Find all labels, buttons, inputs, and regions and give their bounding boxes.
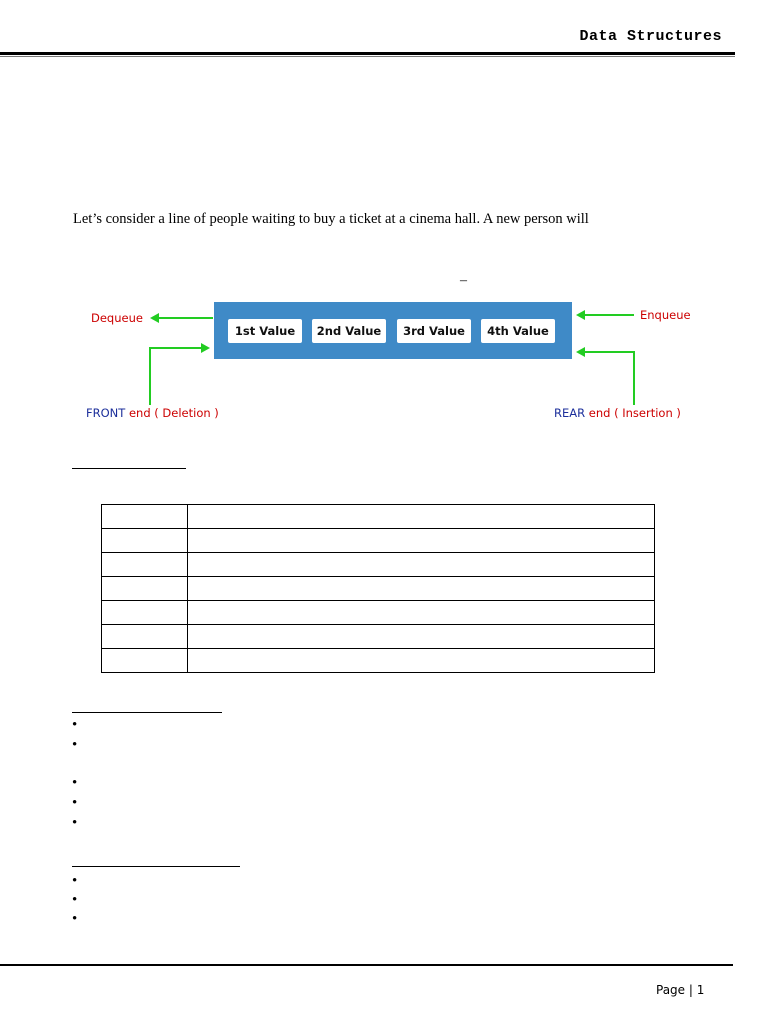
- table-cell: [102, 577, 188, 601]
- queue-box: [214, 302, 572, 359]
- bullet-marker: •: [72, 873, 78, 889]
- enqueue-label: Enqueue: [640, 308, 691, 322]
- table-row: [102, 649, 655, 673]
- table-row: [102, 505, 655, 529]
- table-cell: [102, 529, 188, 553]
- queue-cell-1: 1st Value: [228, 319, 302, 343]
- table-cell: [188, 625, 655, 649]
- table-row: [102, 601, 655, 625]
- table-cell: [188, 505, 655, 529]
- front-end-label: [86, 406, 219, 420]
- rear-desc: end ( Insertion ): [588, 406, 681, 420]
- table-cell: [102, 649, 188, 673]
- rear-end-label: [554, 406, 681, 420]
- dash-mark: –: [460, 273, 467, 288]
- bullet-marker: •: [72, 737, 78, 753]
- table-cell: [102, 601, 188, 625]
- table-cell: [188, 649, 655, 673]
- section-heading-rule-2: [72, 712, 222, 713]
- table-row: [102, 625, 655, 649]
- bullet-marker: •: [72, 775, 78, 791]
- bullet-marker: •: [72, 911, 78, 927]
- section-heading-rule-3: [72, 866, 240, 867]
- front-arrow: [150, 348, 208, 405]
- footer-rule: [0, 964, 733, 966]
- bullet-marker: •: [72, 815, 78, 831]
- page-header-title: Data Structures: [579, 28, 722, 45]
- dequeue-label: Dequeue: [91, 311, 143, 325]
- bullet-marker: •: [72, 892, 78, 908]
- table-cell: [102, 553, 188, 577]
- bullet-marker: •: [72, 717, 78, 733]
- table-cell: [102, 625, 188, 649]
- rear-arrow: [578, 352, 634, 405]
- page-number: Page | 1: [656, 983, 705, 997]
- front-desc: end ( Deletion ): [128, 406, 219, 420]
- rear-word: REAR: [554, 406, 586, 420]
- queue-cell-4: 4th Value: [481, 319, 555, 343]
- table-cell: [102, 505, 188, 529]
- queue-cell-3: 3rd Value: [397, 319, 471, 343]
- front-word: FRONT: [86, 406, 126, 420]
- table-cell: [188, 577, 655, 601]
- table-cell: [188, 553, 655, 577]
- table-cell: [188, 601, 655, 625]
- bullet-marker: •: [72, 795, 78, 811]
- table-row: [102, 577, 655, 601]
- operations-table: [101, 504, 655, 673]
- intro-paragraph: Let’s consider a line of people waiting to buy a ticket at a cinema hall. A new person will: [73, 211, 589, 227]
- queue-cell-2: 2nd Value: [312, 319, 386, 343]
- table-row: [102, 553, 655, 577]
- section-heading-rule-1: [72, 468, 186, 469]
- table-row: [102, 529, 655, 553]
- table-cell: [188, 529, 655, 553]
